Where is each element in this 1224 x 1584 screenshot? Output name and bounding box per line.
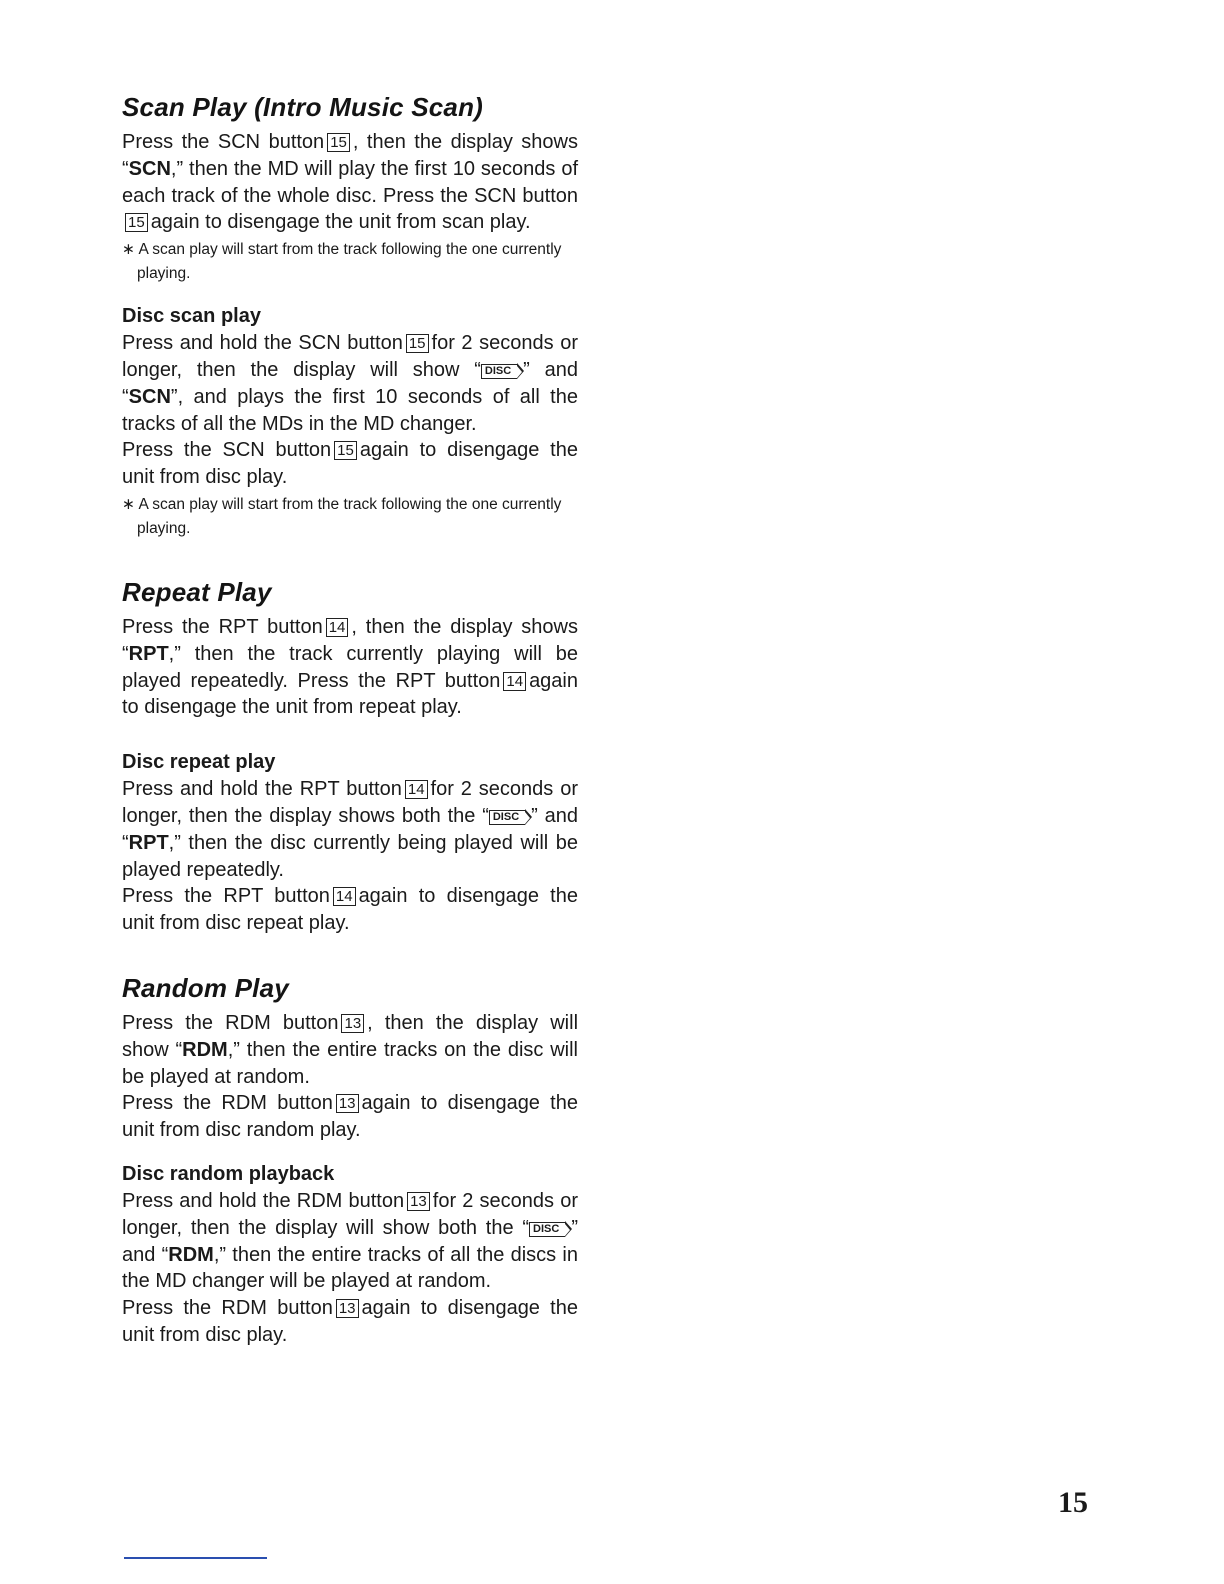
disc-random-text: Press and hold the RDM button 13 for 2 seconds or longer, then the display will show both the “ DISC ” and “RDM,” then the entire tracks of all the discs in the MD changer will be played at random. xyxy=(122,1189,578,1293)
button-number-badge: 13 xyxy=(336,1094,359,1113)
repeat-play-heading: Repeat Play xyxy=(122,576,272,607)
button-number-badge: 15 xyxy=(406,334,429,353)
scan-play-text: Press the SCN button 15 , then the display shows “SCN,” then the MD will play the first 10 seconds of each track of the whole disc. Press the SCN button15 again to disengage the unit from scan play. xyxy=(122,131,578,234)
button-number-badge: 13 xyxy=(341,1014,364,1033)
disc-random-text-2: Press the RDM button 13 again to disengage the unit from disc play. xyxy=(122,1297,578,1346)
disc-repeat-text-2: Press the RPT button 14 again to disengage the unit from disc repeat play. xyxy=(122,885,578,935)
button-number-badge: 14 xyxy=(326,618,349,637)
button-number-badge: 15 xyxy=(125,213,148,232)
scan-play-heading: Scan Play (Intro Music Scan) xyxy=(122,92,484,122)
random-play-heading: Random Play xyxy=(122,972,289,1003)
disc-indicator-icon: DISC xyxy=(529,1222,565,1237)
button-number-badge: 13 xyxy=(336,1299,359,1318)
disc-indicator-icon: DISC xyxy=(489,810,525,825)
disc-indicator-icon: DISC xyxy=(481,364,517,379)
button-number-badge: 14 xyxy=(503,672,526,691)
disc-random-heading: Disc random playback xyxy=(122,1162,335,1185)
manual-column xyxy=(122,92,578,1349)
button-number-badge: 14 xyxy=(333,887,356,906)
disc-scan-text-2: Press the SCN button 15 again to disengage the unit from disc play. xyxy=(122,439,578,489)
repeat-play-text: Press the RPT button 14 , then the display shows “RPT,” then the track currently playing will be played repeatedly. Press the RPT button 14 again to disengage the unit from repeat play. xyxy=(122,615,578,719)
button-number-badge: 15 xyxy=(334,441,357,460)
button-number-badge: 15 xyxy=(327,133,350,152)
scan-play-note: ∗ A scan play will start from the track following the one currently playing. xyxy=(122,241,562,283)
disc-scan-note: ∗ A scan play will start from the track following the one currently playing. xyxy=(122,495,562,537)
button-number-badge: 13 xyxy=(407,1192,430,1211)
button-number-badge: 14 xyxy=(405,780,428,799)
disc-scan-heading: Disc scan play xyxy=(122,305,261,328)
disc-scan-text: Press and hold the SCN button 15 for 2 seconds or longer, then the display will show “ DISC ” and “SCN”, and plays the first 10 seconds of all the tracks of all the MDs in the MD changer. xyxy=(122,332,578,435)
random-play-text-2: Press the RDM button 13 again to disengage the unit from disc random play. xyxy=(122,1092,578,1142)
disc-repeat-heading: Disc repeat play xyxy=(122,751,276,774)
random-play-text: Press the RDM button 13 , then the display will show “RDM,” then the entire tracks on the disc will be played at random. xyxy=(122,1011,579,1088)
footer-rule xyxy=(124,1557,267,1559)
page-number: 15 xyxy=(1058,1486,1088,1519)
disc-repeat-text: Press and hold the RPT button 14 for 2 seconds or longer, then the display shows both the “ DISC ” and “RPT,” then the disc currently being played will be played repeatedly. xyxy=(122,778,578,881)
